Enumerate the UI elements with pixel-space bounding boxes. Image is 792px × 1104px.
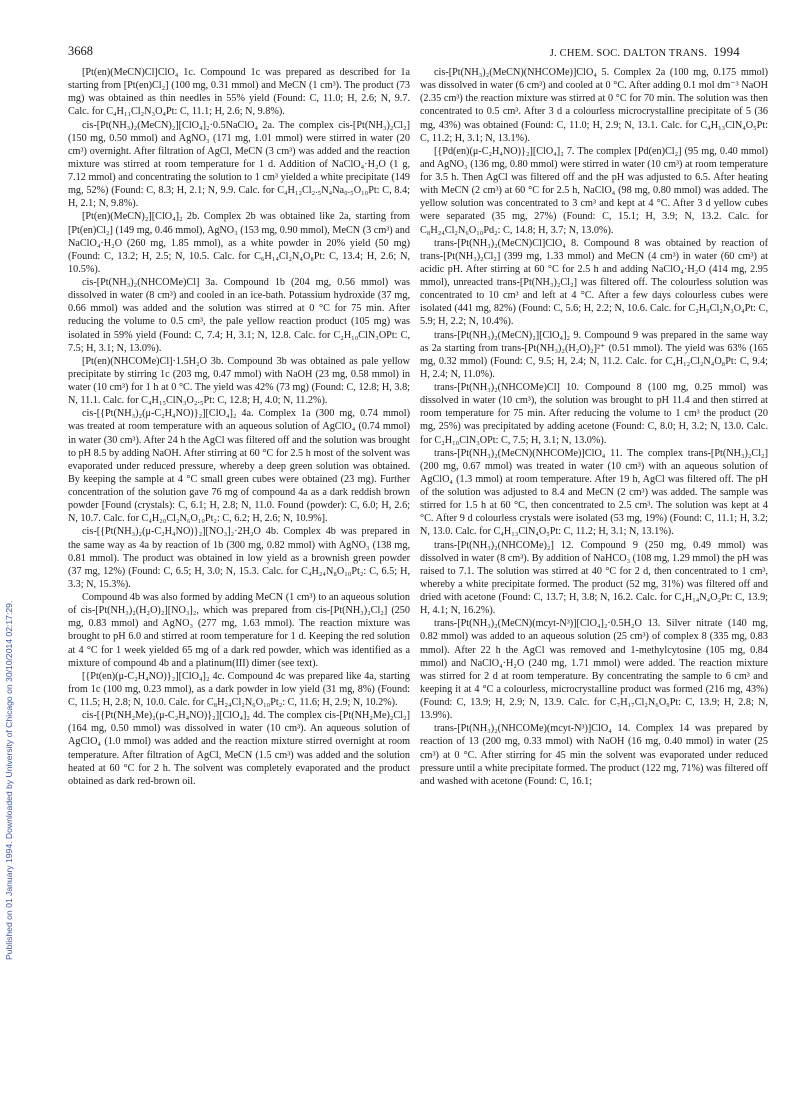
paragraph: cis-[Pt(NH₃)₂(NHCOMe)Cl] 3a. Compound 1b (204 mg, 0.56 mmol) was dissolved in water (8 cm³) and cooled in an ice-bath. Potassium hydroxide (37 mg, 0.66 mmol) was added and the solution was stirred at 0 °C for 75 min. After reducing the volume to 0.5 cm³, the pale yellow reaction product (105 mg) was isolated in 59% yield (Found: C, 7.4; H, 3.1; N, 12.8. Calc. for C₂H₁₀ClN₃OPt: C, 7.5; H, 3.1; N, 13.0%). xyxy=(68,277,410,354)
paragraph: trans-[Pt(NH₃)₂(MeCN)₂][ClO₄]₂ 9. Compound 9 was prepared in the same way as 2a starting from trans-[Pt(NH₃)₂(H₂O)₂]²⁺ (0.51 mmol). The yield was 63% (165 mg, 0.32 mmol) (Found: C, 9.5; H, 2.4; N, 11.2. Calc. for C₄H₁₂Cl₂N₄O₈Pt: C, 9.4; H, 2.4; N, 11.0%). xyxy=(420,329,768,380)
paragraph: trans-[Pt(NH₃)₂(NHCOMe)Cl] 10. Compound 8 (100 mg, 0.25 mmol) was dissolved in water (10 cm³), the solution was brought to pH 11.4 and then stirred at room temperature for 75 min. After reducing the volume to 1 cm³ the product (20 mg, 25%) was precipitated by adding acetone (Found: C, 8.0; H, 3.2; N, 13.0. Calc. for C₂H₁₀ClN₃OPt: C, 7.5; H, 3.1; N, 13.0%). xyxy=(420,382,768,446)
journal-name: J. CHEM. SOC. DALTON TRANS. xyxy=(549,48,708,59)
paragraph: [Pt(en)(MeCN)Cl]ClO₄ 1c. Compound 1c was prepared as described for 1a starting from [Pt(en)Cl₂] (100 mg, 0.31 mmol) and MeCN (1 cm³). The product (73 mg) was obtained as thin needles in 55% yield (Found: C, 11.0; H, 2.6; N, 9.7. Calc. for C₄H₁₁Cl₂N₃O₄Pt: C, 11.1; H, 2.6; N, 9.8%). xyxy=(68,67,410,118)
paragraph: cis-[Pt(NH₃)₂(MeCN)(NHCOMe)]ClO₄ 5. Complex 2a (100 mg, 0.175 mmol) was dissolved in water (6 cm³) and cooled at 0 °C. After adding 0.1 mol dm⁻³ NaOH (2.35 cm³) the reaction mixture was stirred at 0 °C for 70 min. The solution was then concentrated to 0.5 cm³. After 3 d a colourless microcrystalline precipitate of 5 (36 mg, 43%) was obtained (Found: C, 11.0; H, 2.9; N, 13.1. Calc. for C₄H₁₃ClN₄O₅Pt: C, 11.2; H, 3.1; N, 13.1%). xyxy=(420,67,768,144)
paragraph: trans-[Pt(NH₃)₂(NHCOMe)(mcyt-N³)]ClO₄ 14. Complex 14 was prepared by reaction of 13 (200 mg, 0.33 mmol) with NaOH (16 mg, 0.40 mmol) in water (25 cm³) at 0 °C. After stirring for 45 min the solvent was evaporated under reduced pressure until a white precipitate formed. The product (122 mg, 71%) was filtered off and washed with acetone (Found: C, 16.1; xyxy=(420,723,768,787)
paragraph: trans-[Pt(NH₃)₂(MeCN)(mcyt-N³)][ClO₄]₂·0.5H₂O 13. Silver nitrate (140 mg, 0.82 mmol) was added to an aqueous solution (25 cm³) of complex 8 (335 mg, 0.83 mmol). After 22 h the AgCl was removed and 1-methylcytosine (105 mg, 0.84 mmol) and NaClO₄·H₂O (240 mg, 1.71 mmol) were added. The reaction mixture was stirred for 2 d at room temperature. By concentrating the sample to 6 cm³ and keeping it at 4 °C a colourless, microcrystalline product was formed (216 mg, 43%) (Found: C, 13.9; H, 2.9; N, 13.9. Calc. for C₇H₁₇Cl₂N₆O₉Pt: C, 13.9; H, 2.8; N, 13.9%). xyxy=(420,618,768,722)
paragraph: [Pt(en)(NHCOMe)Cl]·1.5H₂O 3b. Compound 3b was obtained as pale yellow precipitate by stirring 1c (203 mg, 0.47 mmol) with NaOH (23 mg, 0.58 mmol) in water (10 cm³) for 1 h at 0 °C. The yield was 42% (73 mg) (Found: C, 12.8; H, 3.8; N, 11.1. Calc. for C₄H₁₅ClN₃O₂.₅Pt: C, 12.8; H, 4.0; N, 11.2%). xyxy=(68,355,410,407)
paragraph: trans-[Pt(NH₃)₂(NHCOMe)₂] 12. Compound 9 (250 mg, 0.49 mmol) was dissolved in water (8 cm³). By addition of NaHCO₃ (108 mg, 1.29 mmol) the pH was raised to 7.1. The solution was stirred at 40 °C for 2 d, then concentrated to 1 cm³, whereby a white precipitate formed. The product (52 mg, 31%) was filtered off and dried with acetone (Found: C, 13.7; H, 3.8; N, 16.2. Calc. for C₄H₁₄N₄O₂Pt: C, 13.9; H, 4.1; N, 16.2%). xyxy=(420,539,768,617)
paragraph: trans-[Pt(NH₃)₂(MeCN)(NHCOMe)]ClO₄ 11. The complex trans-[Pt(NH₃)₂Cl₂] (200 mg, 0.67 mmol) was treated in water (10 cm³) with an aqueous solution of AgClO₄ (1.3 mmol) at room temperature. After 19 h, AgCl was filtered off. The pH of the solution was adjusted to 8.4 and MeCN (2 cm³) was added. The sample was stirred for 1.5 h at 60 °C, then concentrated to 2.5 cm³. The solution was kept at 4 °C. After 9 d colourless crystals were isolated (53 mg, 19%) (Found: C, 11.1; H, 3.2; N, 13.0. Calc. for C₄H₁₃ClN₄O₅Pt: C, 11.2; H, 3.1; N, 13.1%). xyxy=(420,447,768,538)
paragraph: Compound 4b was also formed by adding MeCN (1 cm³) to an aqueous solution of cis-[Pt(NH₃)₂(H₂O)₂][NO₃]₂, which was prepared from cis-[Pt(NH₃)₂Cl₂] (250 mg, 0.83 mmol) and AgNO₃ (277 mg, 1.63 mmol). The reaction mixture was brought to pH 6.0 and stirred at room temperature for 1 d. Keeping the red solution at 4 °C for 1 week yielded 65 mg of a dark red powder, which was identified as a mixture of compound 4b and a platinum(III) dimer (see text). xyxy=(68,592,410,669)
right-column xyxy=(420,66,768,788)
paragraph: [Pt(en)(MeCN)₂][ClO₄]₂ 2b. Complex 2b was obtained like 2a, starting from [Pt(en)Cl₂] (149 mg, 0.46 mmol), AgNO₃ (153 mg, 0.90 mmol), MeCN (3 cm³) and NaClO₄·H₂O (260 mg, 1.85 mmol), as a white powder in 20% yield (50 mg) (Found: C, 13.2; H, 2.5; N, 10.5. Calc. for C₆H₁₄Cl₂N₄O₈Pt: C, 13.4; H, 2.6; N, 10.5%). xyxy=(68,211,410,275)
left-column xyxy=(68,66,410,788)
page-number: 3668 xyxy=(68,44,93,58)
paragraph: [{Pt(en)(μ-C₂H₄NO)}₂][ClO₄]₂ 4c. Compound 4c was prepared like 4a, starting from 1c (100 mg, 0.23 mmol), as a dark powder in low yield (31 mg, 8%) (Found: C, 11.5; H, 2.8; N, 10.0. Calc. for C₈H₂₄Cl₂N₆O₁₀Pt₂: C, 11.6; H, 2.9; N, 10.2%). xyxy=(68,670,410,708)
journal-header xyxy=(550,44,740,60)
publication-sidebar-link[interactable]: Published on 01 January 1994. Downloaded by University of Chicago on 30/10/2014 02:17:29. xyxy=(4,600,14,960)
paragraph: cis-[Pt(NH₃)₂(MeCN)₂][ClO₄]₂·0.5NaClO₄ 2a. The complex cis-[Pt(NH₃)₂Cl₂] (150 mg, 0.50 mmol) and AgNO₃ (171 mg, 1.01 mmol) were stirred in water (20 cm³) overnight. After filtration of AgCl, MeCN (3 cm³) was added and the reaction mixture was stirred at room temperature for 1 d. Addition of NaClO₄·H₂O (1 g, 7.12 mmol) and concentrating the solution to 1 cm³ yielded a white precipitate (149 mg, 52%) (Found: C, 8.3; H, 2.1; N, 9.9. Calc. for C₄H₁₂Cl₂.₅N₄Na₀.₅O₁₀Pt: C, 8.4; H, 2.1; N, 9.8%). xyxy=(68,119,410,210)
paragraph: cis-[{Pt(NH₃)₂(μ-C₂H₄NO)}₂][NO₃]₂·2H₂O 4b. Complex 4b was prepared in the same way as 4a by reaction of 1b (300 mg, 0.82 mmol) with AgNO₃ (138 mg, 0.81 mmol). The product was obtained in low yield as a brownish green powder (37 mg, 12%) (Found: C, 6.5; H, 3.0; N, 15.3. Calc. for C₄H₂₄N₈O₁₀Pt₂: C, 6.5; H, 3.3; N, 15.3%). xyxy=(68,526,410,590)
journal-year: 1994 xyxy=(713,44,740,59)
paragraph: cis-[{Pt(NH₂Me)₂(μ-C₂H₄NO)}₂][ClO₄]₂ 4d. The complex cis-[Pt(NH₂Me)₂Cl₂] (164 mg, 0.50 mmol) was dissolved in water (10 cm³). An aqueous solution of AgClO₄ (1.0 mmol) was added and the reaction mixture stirred overnight at room temperature. After filtration of AgCl, MeCN (1.5 cm³) was added and the solution heated at 60 °C for 2 h. The solvent was completely evaporated and the product obtained as dark red-brown oil. xyxy=(68,710,410,787)
paragraph: trans-[Pt(NH₃)₂(MeCN)Cl]ClO₄ 8. Compound 8 was obtained by reaction of trans-[Pt(NH₃)₂Cl₂] (399 mg, 1.33 mmol) and MeCN (4 cm³) in water (60 cm³) at acidic pH. After stirring at 60 °C for 2.5 h and adding NaClO₄·H₂O (414 mg, 2.95 mmol), unreacted trans-[Pt(NH₃)₂Cl₂] was filtered off. The colourless solution was concentrated to 10 cm³ and left at 4 °C. After a few days colourless cubes were isolated (441 mg, 82%) (Found: C, 5.6; H, 2.2; N, 10.6. Calc. for C₂H₉Cl₂N₃O₄Pt: C, 5.9; H, 2.2; N, 10.4%). xyxy=(420,237,768,328)
paragraph: cis-[{Pt(NH₃)₂(μ-C₂H₄NO)}₂][ClO₄]₂ 4a. Complex 1a (300 mg, 0.74 mmol) was treated at room temperature with an aqueous solution of AgClO₄ (0.74 mmol) in water (30 cm³). After 24 h the AgCl was filtered off and the solution was brought to pH 8.5 by adding NaOH. After stirring at 60 °C for 2.5 h most of the solvent was evaporated under reduced pressure, whereby a deep green solution was obtained. By keeping the sample at 4 °C small green cubes were obtained (23 mg). Further concentration of the solution gave 76 mg of compound 4a as a dark reddish brown powder [Found (crystals): C, 6.1; H, 2.8; N, 11.0. Found (powder): C, 6.0; H, 2.6; N, 10.7. Calc. for C₄H₂₀Cl₂N₆O₁₀Pt₂: C, 6.2; H, 2.6; N, 10.9%]. xyxy=(68,408,410,525)
paragraph: [{Pd(en)(μ-C₂H₄NO)}₂][ClO₄]₂ 7. The complex [Pd(en)Cl₂] (95 mg, 0.40 mmol) and AgNO₃ (136 mg, 0.80 mmol) were stirred in water (10 cm³) at room temperature for 3.5 h. Then AgCl was filtered off and the pH was adjusted to 6.5. After heating with MeCN (2 cm³) at 60 °C for 2.5 h, NaClO₄ (98 mg, 0.80 mmol) was added. The yellow solution was concentrated to 3 cm³ and kept at 4 °C. After 3 d yellow cubes were separated (35 mg, 27%) (Found: C, 15.1; H, 3.9; N, 13.2. Calc. for C₈H₂₄Cl₂N₆O₁₀Pd₂: C, 14.8; H, 3.7; N, 13.0%). xyxy=(420,145,768,236)
